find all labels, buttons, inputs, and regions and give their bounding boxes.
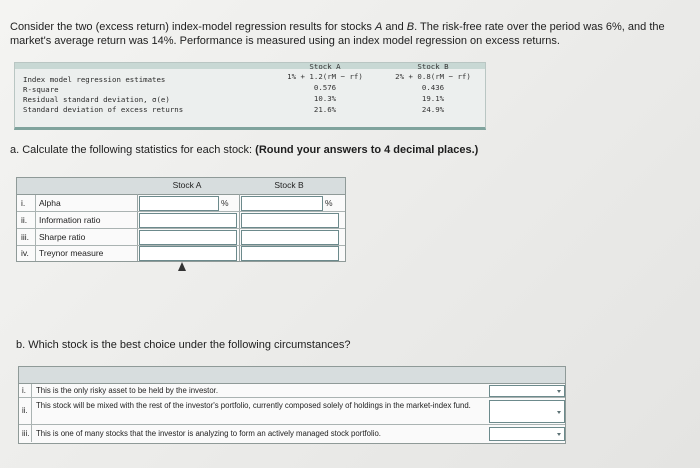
table-row <box>17 245 345 261</box>
estimates-value-a: 21.6% <box>313 105 337 114</box>
row-divider <box>31 384 32 397</box>
table-row <box>19 398 565 425</box>
percent-sign: % <box>221 198 229 208</box>
chevron-down-icon <box>557 433 561 436</box>
table-row <box>17 229 345 246</box>
regression-estimates-table <box>14 62 486 130</box>
question-a-text: a. Calculate the following statistics for each stock: <box>10 144 256 156</box>
circumstance-text: This is one of many stocks that the investor is analyzing to form an actively managed stock portfolio. <box>36 429 381 438</box>
estimates-row-label: R-square <box>23 85 59 94</box>
row-number: i. <box>22 386 26 395</box>
row-number: iii. <box>21 232 30 242</box>
problem-statement <box>10 20 694 48</box>
row-number: ii. <box>22 406 28 415</box>
estimates-row-label: Index model regression estimates <box>23 75 166 84</box>
best-choice-select-1[interactable] <box>489 385 565 397</box>
row-divider <box>35 229 36 245</box>
treynor-stock-a-input[interactable] <box>139 246 237 261</box>
estimates-col-stock-a: Stock A <box>309 62 341 71</box>
row-label-alpha: Alpha <box>39 198 61 208</box>
estimates-value-a: 0.576 <box>313 83 337 92</box>
best-choice-select-2[interactable] <box>489 400 565 423</box>
mouse-cursor-icon <box>178 262 186 271</box>
question-a <box>10 144 478 156</box>
row-divider <box>35 245 36 261</box>
alpha-stock-b-input[interactable] <box>241 196 323 211</box>
row-number: ii. <box>21 215 28 225</box>
estimates-row-label: Residual standard deviation, σ(e) <box>23 95 170 104</box>
alpha-stock-a-input[interactable] <box>139 196 219 211</box>
rounding-instruction: (Round your answers to 4 decimal places.) <box>255 144 479 156</box>
best-choice-table <box>18 366 566 444</box>
row-label-information-ratio: Information ratio <box>39 215 101 225</box>
sharpe-ratio-stock-a-input[interactable] <box>139 230 237 245</box>
chevron-down-icon <box>557 411 561 414</box>
table-row <box>19 384 565 398</box>
row-number: i. <box>21 198 26 208</box>
row-label-sharpe-ratio: Sharpe ratio <box>39 232 86 242</box>
intro-text-line2: market's average return was 14%. Performance is measured using an index model regression on excess returns. <box>10 35 560 47</box>
stock-a-ref: A <box>374 21 383 33</box>
estimates-row-label: Standard deviation of excess returns <box>23 105 184 114</box>
stock-b-ref: B <box>406 21 415 33</box>
row-number: iv. <box>21 248 29 258</box>
table-row <box>17 195 345 212</box>
intro-and: and <box>382 21 407 33</box>
sharpe-ratio-stock-b-input[interactable] <box>241 230 339 245</box>
statistics-answer-table <box>16 177 346 262</box>
row-number: iii. <box>22 429 30 438</box>
information-ratio-stock-a-input[interactable] <box>139 213 237 228</box>
statistics-header-row <box>17 178 345 195</box>
row-divider <box>35 195 36 211</box>
intro-text-end: . The risk-free rate over the period was 6%, and the <box>414 21 665 33</box>
question-b: b. Which stock is the best choice under the following circumstances? <box>16 339 351 351</box>
header-stock-b: Stock B <box>274 180 304 190</box>
row-divider <box>31 398 32 424</box>
estimates-col-stock-b: Stock B <box>417 62 449 71</box>
table-row <box>17 212 345 229</box>
estimates-value-b: 0.436 <box>421 83 445 92</box>
information-ratio-stock-b-input[interactable] <box>241 213 339 228</box>
estimates-value-b: 19.1% <box>421 94 445 103</box>
percent-sign: % <box>325 198 333 208</box>
row-divider <box>31 425 32 442</box>
estimates-value-b: 24.9% <box>421 105 445 114</box>
best-choice-header-row <box>19 367 565 384</box>
estimates-value-a: 1% + 1.2(rM − rf) <box>287 72 363 81</box>
estimates-value-a: 10.3% <box>313 94 337 103</box>
row-label-treynor-measure: Treynor measure <box>39 248 104 258</box>
best-choice-select-3[interactable] <box>489 427 565 441</box>
table-row <box>19 425 565 442</box>
row-divider <box>35 212 36 228</box>
chevron-down-icon <box>557 390 561 393</box>
header-stock-a: Stock A <box>172 180 202 190</box>
circumstance-text: This stock will be mixed with the rest of the investor's portfolio, currently composed solely of holdings in the market-index fund. <box>36 401 471 410</box>
treynor-stock-b-input[interactable] <box>241 246 339 261</box>
intro-text: Consider the two (excess return) index-model regression results for stocks <box>10 21 375 33</box>
circumstance-text: This is the only risky asset to be held by the investor. <box>36 386 219 395</box>
estimates-value-b: 2% + 0.8(rM − rf) <box>395 72 471 81</box>
